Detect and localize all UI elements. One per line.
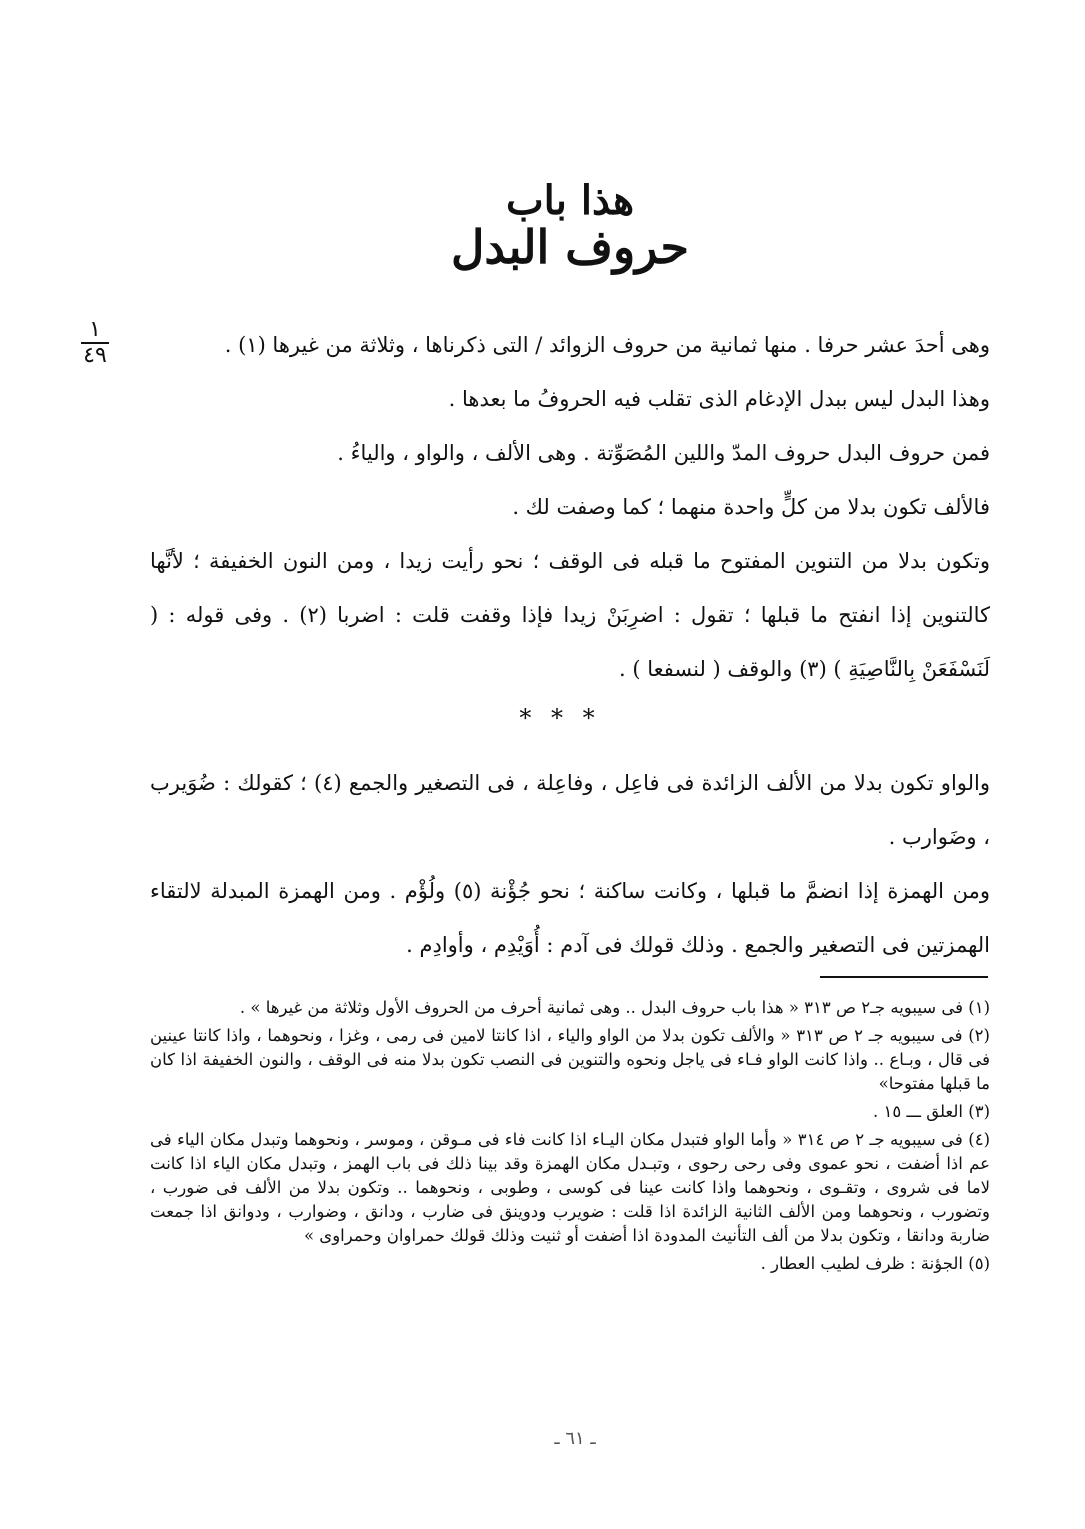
paragraph-3: فمن حروف البدل حروف المدّ واللين المُصَوِّتة . وهى الألف ، والواو ، والياءُ . xyxy=(337,441,990,465)
paragraph-6: والواو تكون بدلا من الألف الزائدة فى فاعِل ، وفاعِلة ، فى التصغير والجمع (٤) ؛ كقولك : ضُوَيرب ، وضَوارب . xyxy=(150,771,990,849)
title-line-2: حروف البدل xyxy=(451,220,689,274)
title-line-1: هذا باب xyxy=(505,177,635,224)
footnote-3: (٣) العلق ـــ ١٥ . xyxy=(872,1102,990,1121)
paragraph-5: وتكون بدلا من التنوين المفتوح ما قبله فى الوقف ؛ نحو رأيت زيدا ، ومن النون الخفيفة ؛ لأنَّها كالتنوين إذا انفتح ما قبلها ؛ تقول : اضرِبَنْ زيدا فإذا وقفت قلت : اضربا (٢) . وفى قوله : ( لَنَسْفَعَنْ بِالنَّاصِيَةِ ) (٣) والوقف ( لنسفعا ) . xyxy=(150,549,990,681)
footnotes xyxy=(150,996,990,1280)
footnote-5: (٥) الجؤنة : ظرف لطيب العطار . xyxy=(760,1254,990,1273)
margin-folio-top: ١ xyxy=(81,318,109,344)
main-text-section-2 xyxy=(150,756,990,972)
paragraph-1: وهى أحدَ عشر حرفا . منها ثمانية من حروف الزوائد / التى ذكرناها ، وثلاثة من غيرها (١) . xyxy=(224,333,990,357)
main-text-section-1 xyxy=(150,318,990,696)
paragraph-2: وهذا البدل ليس ببدل الإدغام الذى تقلب فيه الحروفُ ما بعدها . xyxy=(448,387,990,411)
section-separator: * * * xyxy=(519,704,601,732)
paragraph-4: فالألف تكون بدلا من كلٍّ واحدة منهما ؛ كما وصفت لك . xyxy=(512,495,990,519)
margin-folio-note xyxy=(70,318,120,368)
margin-folio-number: ٤٩ xyxy=(83,343,107,368)
footnote-1: (١) فى سيبويه جـ٢ ص ٣١٣ « هذا باب حروف البدل .. وهى ثمانية أحرف من الحروف الأول وثلاثة من غيرها » . xyxy=(239,998,990,1017)
page-number: ـ ٦١ ـ xyxy=(554,1428,596,1449)
footnote-2: (٢) فى سيبويه جـ ٢ ص ٣١٣ « والألف تكون بدلا من الواو والياء ، اذا كانتا لامين فى رمى ، وغزا ، ونحوهما ، واذا كانتا عينين فى قال ، وبـاع .. واذا كانت الواو فـاء فى ياجل ونحوه والتنوين فى النصب تكون بدلا منه فى الوقف ، والنون الخفيفة اذا كان ما قبلها مفتوحا» xyxy=(150,1026,990,1093)
paragraph-7: ومن الهمزة إذا انضمَّ ما قبلها ، وكانت ساكنة ؛ نحو جُؤْنة (٥) ولُؤْم . ومن الهمزة المبدلة لالتقاء الهمزتين فى التصغير والجمع . وذلك قولك فى آدم : أُوَيْدِم ، وأوادِم . xyxy=(150,879,991,957)
footnote-divider xyxy=(820,976,988,978)
footnote-4: (٤) فى سيبويه جـ ٢ ص ٣١٤ « وأما الواو فتبدل مكان اليـاء اذا كانت فاء فى مـوقن ، وموسر ، ونحوهما وتبدل مكان الياء فى عم اذا أضفت ، نحو عموى وفى رحى رحوى ، وتبـدل مكان الهمزة وقد بينا ذلك فى باب الهمز ، وتبدل مكان الياء اذا كانت لاما فى شروى ، وتقـوى ، ونحوهما واذا كانت عينا فى كوسى ، وطوبى ، ونحوهما .. وتكون بدلا من الألف فى ضورب ، وتضورب ، ونحوهما ومن الألف الثانية الزائدة اذا قلت : ضويرب ودوينق فى ضارب ، ودانق ، وضوارب ، ودوانق اذا جمعت ضاربة ودانقا ، وتكون بدلا من ألف التأنيث المدودة اذا أضفت أو ثنيت وذلك قولك حمراوان وحمراوى » xyxy=(150,1130,990,1245)
chapter-title xyxy=(380,177,760,274)
